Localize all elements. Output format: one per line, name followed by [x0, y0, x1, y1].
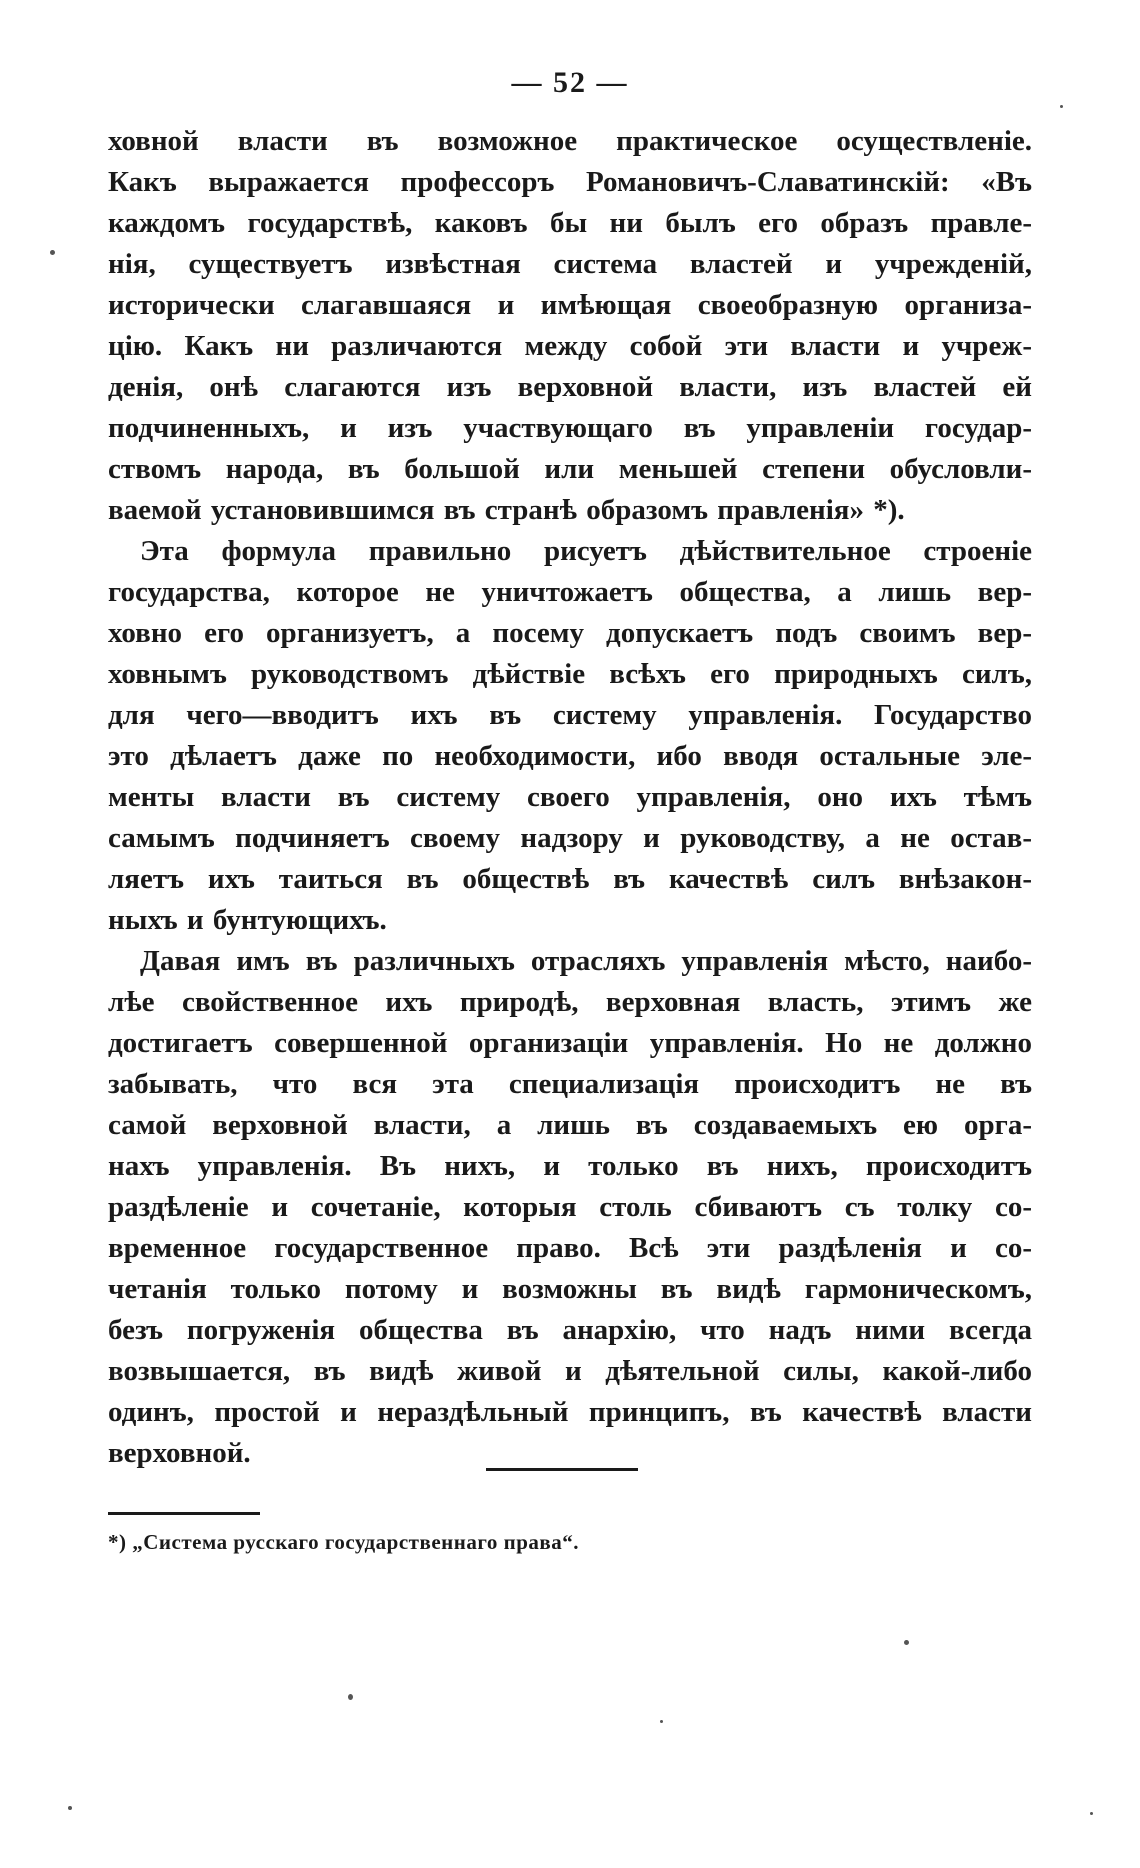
section-divider	[486, 1468, 638, 1471]
scan-speck	[1060, 105, 1063, 108]
text-line: лѣе свойственное ихъ природѣ, верховная власть, этимъ же	[108, 986, 1032, 1018]
text-line: Какъ выражается профессоръ Романовичъ-Славатинскій: «Въ	[108, 166, 1032, 198]
body-text	[108, 121, 1032, 1474]
text-line: ховнымъ руководствомъ дѣйствіе всѣхъ его природныхъ силъ,	[108, 658, 1032, 690]
text-line: нахъ управленія. Въ нихъ, и только въ нихъ, происходитъ	[108, 1150, 1032, 1182]
text-line: для чего—вводитъ ихъ въ систему управленія. Государство	[108, 699, 1032, 731]
scan-speck	[1090, 1812, 1093, 1815]
text-line: достигаетъ совершенной организаціи управленія. Но не должно	[108, 1027, 1032, 1059]
text-line: ствомъ народа, въ большой или меньшей степени обусловли-	[108, 453, 1032, 485]
text-line: Эта формула правильно рисуетъ дѣйствительное строеніе	[140, 535, 1032, 567]
text-line: забывать, что вся эта специализація происходитъ не въ	[108, 1068, 1032, 1100]
text-line: ляетъ ихъ таиться въ обществѣ въ качествѣ силъ внѣзакон-	[108, 863, 1032, 895]
scan-speck	[904, 1640, 909, 1645]
text-line: временное государственное право. Всѣ эти раздѣленія и со-	[108, 1232, 1032, 1264]
text-line: ховно его организуетъ, а посему допускаетъ подъ своимъ вер-	[108, 617, 1032, 649]
text-line: Давая имъ въ различныхъ отрасляхъ управленія мѣсто, наибо-	[140, 945, 1032, 977]
footnote-rule	[108, 1512, 260, 1515]
text-line: ваемой установившимся въ странѣ образомъ правленія» *).	[108, 494, 905, 526]
scan-speck	[348, 1694, 353, 1700]
text-line: цію. Какъ ни различаются между собой эти власти и учреж-	[108, 330, 1032, 362]
text-line: ховной власти въ возможное практическое осуществленіе.	[108, 125, 1032, 157]
text-line: ныхъ и бунтующихъ.	[108, 904, 387, 936]
scan-speck	[68, 1806, 72, 1810]
paragraph-3	[108, 941, 1032, 1474]
text-line: денія, онѣ слагаются изъ верховной власти, изъ властей ей	[108, 371, 1032, 403]
text-line: безъ погруженія общества въ анархію, что надъ ними всегда	[108, 1314, 1032, 1346]
text-line: нія, существуетъ извѣстная система властей и учрежденій,	[108, 248, 1032, 280]
text-line: четанія только потому и возможны въ видѣ гармоническомъ,	[108, 1273, 1032, 1305]
text-line: это дѣлаетъ даже по необходимости, ибо вводя остальные эле-	[108, 740, 1032, 772]
paragraph-2	[108, 531, 1032, 941]
text-line: подчиненныхъ, и изъ участвующаго въ управленіи государ-	[108, 412, 1032, 444]
footnote: *) „Система русскаго государственнаго права“.	[108, 1530, 579, 1554]
scan-speck	[50, 250, 55, 255]
paragraph-1	[108, 121, 1032, 531]
text-line: раздѣленіе и сочетаніе, которыя столь сбиваютъ съ толку со-	[108, 1191, 1032, 1223]
text-line: каждомъ государствѣ, каковъ бы ни былъ его образъ правле-	[108, 207, 1032, 239]
text-line: исторически слагавшаяся и имѣющая своеобразную организа-	[108, 289, 1032, 321]
text-line: верховной.	[108, 1437, 251, 1469]
text-line: самымъ подчиняетъ своему надзору и руководству, а не остав-	[108, 822, 1032, 854]
scan-speck	[660, 1720, 663, 1723]
text-line: государства, которое не уничтожаетъ общества, а лишь вер-	[108, 576, 1032, 608]
text-line: одинъ, простой и нераздѣльный принципъ, въ качествѣ власти	[108, 1396, 1032, 1428]
page-number: — 52 —	[511, 66, 629, 99]
text-line: возвышается, въ видѣ живой и дѣятельной силы, какой-либо	[108, 1355, 1032, 1387]
text-line: самой верховной власти, а лишь въ создаваемыхъ ею орга-	[108, 1109, 1032, 1141]
text-line: менты власти въ систему своего управленія, оно ихъ тѣмъ	[108, 781, 1032, 813]
